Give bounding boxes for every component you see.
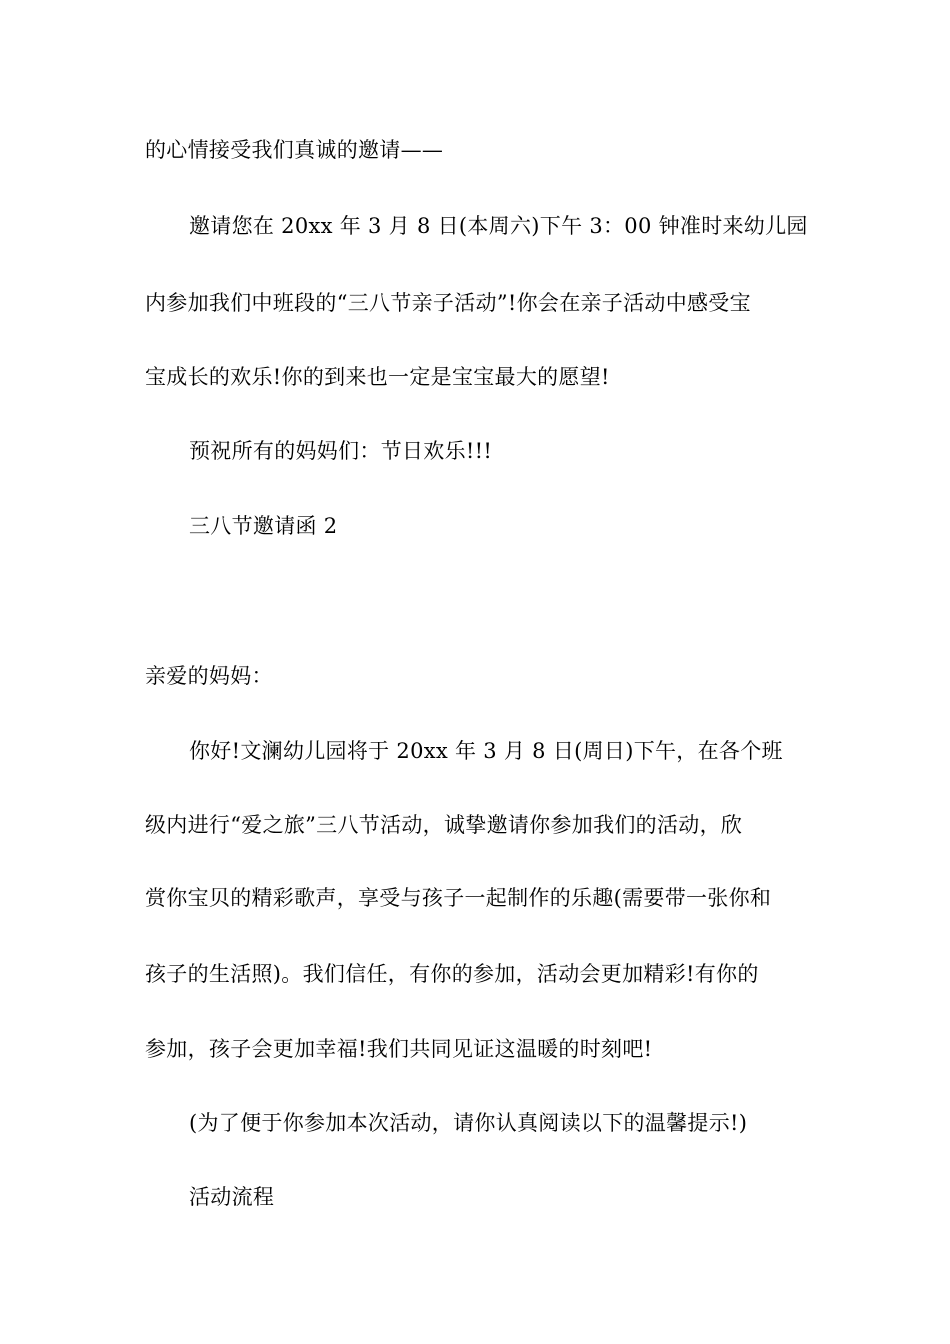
text-line-11: 孩子的生活照)。我们信任，有你的参加，活动会更加精彩!有你的 xyxy=(145,962,759,986)
section-heading: 三八节邀请函 2 xyxy=(189,514,338,538)
text-line-12: 参加，孩子会更加幸福!我们共同见证这温暖的时刻吧! xyxy=(145,1037,653,1061)
text-line-5: 预祝所有的妈妈们：节日欢乐!!! xyxy=(189,439,493,463)
subheading-activity-process: 活动流程 xyxy=(189,1185,275,1209)
text-line-13: (为了便于你参加本次活动，请你认真阅读以下的温馨提示!) xyxy=(189,1111,748,1135)
text-line-8: 你好!文澜幼儿园将于 20xx 年 3 月 8 日(周日)下午，在各个班 xyxy=(189,739,783,763)
salutation: 亲爱的妈妈： xyxy=(145,664,273,688)
text-line-4: 宝成长的欢乐!你的到来也一定是宝宝最大的愿望! xyxy=(145,365,610,389)
text-line-9: 级内进行“爱之旅”三八节活动，诚挚邀请你参加我们的活动，欣 xyxy=(145,813,743,837)
text-line-2: 邀请您在 20xx 年 3 月 8 日(本周六)下午 3：00 钟准时来幼儿园 xyxy=(189,214,808,238)
text-line-1: 的心情接受我们真诚的邀请—— xyxy=(145,138,444,162)
text-line-3: 内参加我们中班段的“三八节亲子活动”!你会在亲子活动中感受宝 xyxy=(145,291,751,315)
text-line-10: 赏你宝贝的精彩歌声，享受与孩子一起制作的乐趣(需要带一张你和 xyxy=(145,886,772,910)
